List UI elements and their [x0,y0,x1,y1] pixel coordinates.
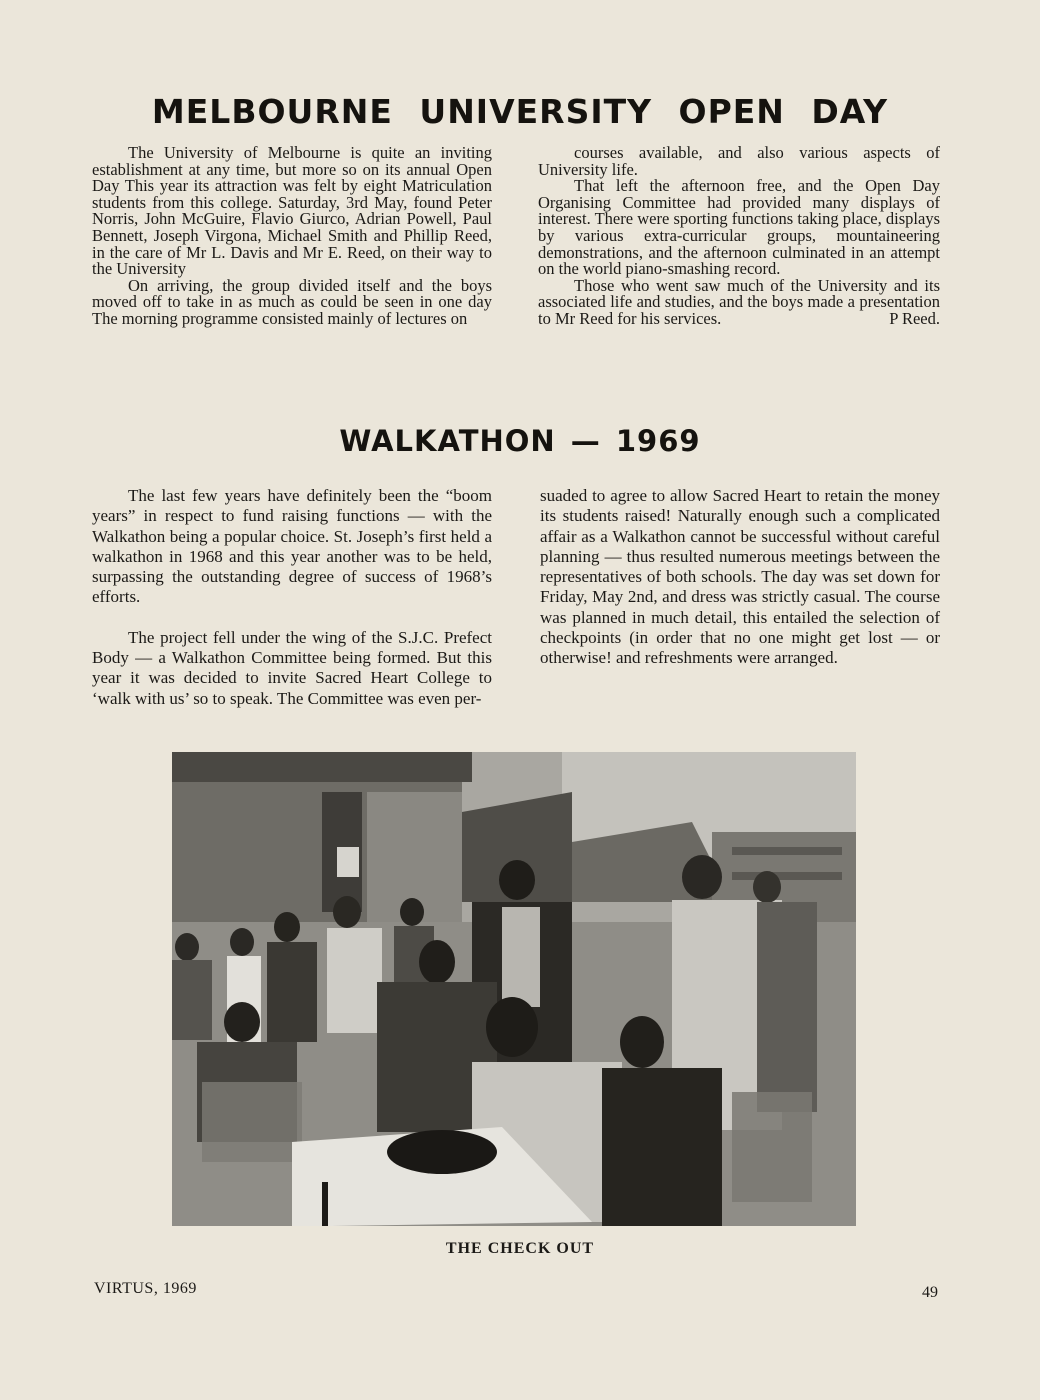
walkathon-column-right [540,486,940,669]
paragraph-with-signature [538,275,940,328]
paragraph: The project fell under the wing of the S.J.C. Prefect Body — a Walkathon Committee being formed. But this year it was decided to invite Sacred Heart College to ‘walk with us’ so to speak. The Committee was even per- [92,627,492,708]
open-day-column-left [92,145,492,328]
paragraph: courses available, and also various aspects of University life. [538,143,940,179]
check-out-photo [172,752,856,1226]
publication-footer: VIRTUS, 1969 [94,1280,197,1297]
photo-caption: THE CHECK OUT [445,1240,595,1257]
paragraph: The last few years have definitely been the “boom years” in respect to fund raising functions — with the Walkathon being a popular choice. St. Joseph’s first held a walkathon in 1968 and this year another was to be held, surpassing the outstanding degree of success of 1968’s efforts. [92,486,492,607]
walkathon-column-left [92,486,492,709]
page-number: 49 [922,1284,938,1301]
paragraph: The University of Melbourne is quite an inviting establishment at any time, but more so on its annual Open Day This year its attraction was felt by eight Matriculation students from this college. Saturday, 3rd May, found Peter Norris, John McGuire, Flavio Giurco, Adrian Powell, Paul Bennett, Joseph Virgona, Michael Smith and Phillip Reed, in the care of Mr L. Davis and Mr E. Reed, on their way to the University [92,143,492,279]
paragraph: suaded to agree to allow Sacred Heart to retain the money its students raised! Naturally enough such a complicated affair as a Walkathon cannot be successful without careful planning — thus resulted numerous meetings between the representatives of both schools. The day was set down for Friday, May 2nd, and dress was strictly casual. The course was planned in much detail, this entailed the selection of checkpoints (in order that no one might get lost — or otherwise! and refreshments were arranged. [540,486,940,668]
open-day-column-right [538,145,940,328]
author-signature: P Reed. [889,308,940,328]
section-title-open-day: MELBOURNE UNIVERSITY OPEN DAY [151,92,889,131]
paragraph: On arriving, the group divided itself and the boys moved off to take in as much as could be seen in one day The morning programme consisted mainly of lectures on [92,275,492,328]
photo-illustration [172,752,856,1226]
section-title-walkathon: WALKATHON — 1969 [339,424,701,458]
paragraph: That left the afternoon free, and the Open Day Organising Committee had provided many displays of interest. There were sporting functions taking place, displays by various extra-curricular groups, mountaineering demonstrations, and the afternoon culminated in an attempt on the world piano-smashing record. [538,176,940,279]
paragraph: Those who went saw much of the University and its associated life and studies, and the boys made a presentation to Mr Reed for his services. [538,275,940,328]
